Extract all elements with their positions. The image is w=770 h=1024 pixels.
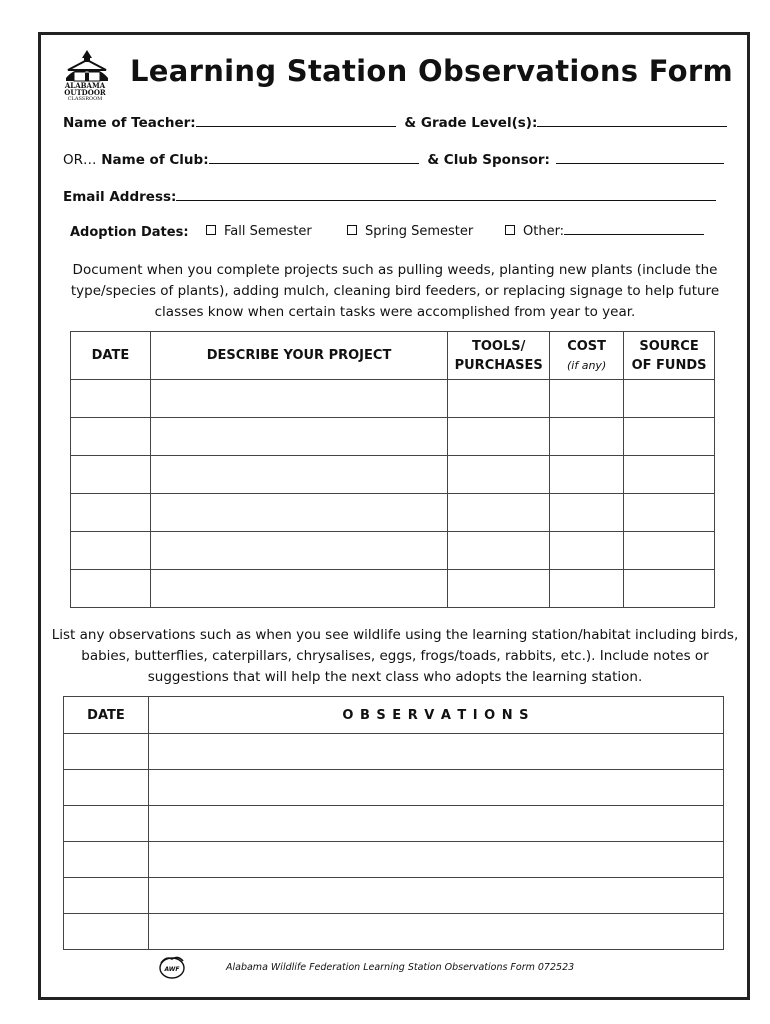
table-row (71, 570, 715, 608)
table-cell[interactable] (550, 532, 624, 570)
table-cell[interactable] (150, 380, 447, 418)
grade-blank[interactable] (537, 114, 727, 127)
logo-text: ALABAMA OUTDOOR CLASSROOM (64, 81, 106, 102)
teacher-blank[interactable] (196, 114, 396, 127)
sponsor-label: & Club Sponsor: (427, 152, 550, 168)
or-prefix: OR… (63, 152, 97, 168)
table-cell[interactable] (148, 734, 723, 770)
table-cell[interactable] (624, 418, 715, 456)
observations-table (63, 696, 724, 950)
table-row (71, 494, 715, 532)
grade-label: & Grade Level(s): (404, 115, 538, 131)
observations-instructions: List any observations such as when you see wildlife using the learning station/habitat including birds, babies, butterflies, caterpillars, chrysalises, eggs, frogs/toads, rabbits, etc.). Include notes or suggestions that will help the next class who adopts the learning station. (51, 627, 739, 685)
footer-text: Alabama Wildlife Federation Learning Station Observations Form 072523 (226, 962, 575, 973)
projects-instructions: Document when you complete projects such as pulling weeds, planting new plants (include the type/species of plants), adding mulch, cleaning bird feeders, or replacing signage to help future classes know when certain tasks were accomplished from year to year. (70, 262, 720, 320)
email-blank[interactable] (176, 188, 716, 201)
club-blank[interactable] (209, 151, 419, 164)
table-row (64, 770, 724, 806)
table-row (64, 734, 724, 770)
table-cell[interactable] (148, 878, 723, 914)
date-header: DATE (71, 332, 151, 380)
table-cell[interactable] (71, 532, 151, 570)
table-cell[interactable] (448, 456, 550, 494)
table-cell[interactable] (64, 770, 149, 806)
table-row (64, 806, 724, 842)
table-cell[interactable] (550, 570, 624, 608)
table-cell[interactable] (148, 770, 723, 806)
obs-date-header: DATE (64, 697, 149, 734)
describe-header: DESCRIBE YOUR PROJECT (150, 332, 447, 380)
table-row (64, 878, 724, 914)
email-field[interactable] (63, 188, 716, 205)
checkbox-icon[interactable] (206, 225, 216, 235)
table-cell[interactable] (71, 494, 151, 532)
table-cell[interactable] (150, 456, 447, 494)
table-cell[interactable] (150, 532, 447, 570)
table-cell[interactable] (448, 418, 550, 456)
observations-header: O B S E R V A T I O N S (148, 697, 723, 734)
table-cell[interactable] (71, 570, 151, 608)
teacher-field[interactable] (63, 114, 727, 131)
table-cell[interactable] (71, 418, 151, 456)
table-row (71, 532, 715, 570)
table-row (64, 914, 724, 950)
table-cell[interactable] (624, 456, 715, 494)
spring-semester-option[interactable]: Spring Semester (347, 224, 473, 239)
other-option[interactable]: Other: (505, 224, 704, 239)
table-cell[interactable] (150, 494, 447, 532)
projects-header-row (71, 332, 715, 380)
page-title: Learning Station Observations Form (130, 54, 734, 88)
checkbox-icon[interactable] (347, 225, 357, 235)
source-header: SOURCE OF FUNDS (624, 332, 715, 380)
fall-semester-option[interactable]: Fall Semester (206, 224, 312, 239)
table-cell[interactable] (71, 456, 151, 494)
projects-table (70, 331, 715, 608)
table-cell[interactable] (448, 380, 550, 418)
table-cell[interactable] (150, 418, 447, 456)
table-cell[interactable] (64, 842, 149, 878)
table-row (71, 456, 715, 494)
table-row (71, 380, 715, 418)
teacher-label: Name of Teacher: (63, 115, 196, 131)
table-cell[interactable] (550, 456, 624, 494)
table-cell[interactable] (64, 734, 149, 770)
table-cell[interactable] (148, 914, 723, 950)
club-field[interactable] (63, 151, 724, 168)
tools-header: TOOLS/ PURCHASES (448, 332, 550, 380)
table-cell[interactable] (624, 380, 715, 418)
table-cell[interactable] (64, 878, 149, 914)
table-cell[interactable] (64, 806, 149, 842)
table-cell[interactable] (448, 570, 550, 608)
table-cell[interactable] (71, 380, 151, 418)
observations-header-row (64, 697, 724, 734)
checkbox-icon[interactable] (505, 225, 515, 235)
table-cell[interactable] (550, 380, 624, 418)
svg-text:AWF: AWF (164, 966, 180, 973)
table-cell[interactable] (448, 532, 550, 570)
other-blank[interactable] (564, 224, 704, 235)
club-label: Name of Club: (101, 152, 209, 168)
sponsor-blank[interactable] (556, 151, 724, 164)
cost-header: COST (if any) (550, 332, 624, 380)
table-row (64, 842, 724, 878)
adoption-label: Adoption Dates: (70, 225, 189, 240)
table-cell[interactable] (64, 914, 149, 950)
table-cell[interactable] (550, 494, 624, 532)
table-cell[interactable] (624, 532, 715, 570)
table-cell[interactable] (148, 806, 723, 842)
table-cell[interactable] (448, 494, 550, 532)
table-row (71, 418, 715, 456)
email-label: Email Address: (63, 189, 177, 205)
table-cell[interactable] (148, 842, 723, 878)
table-cell[interactable] (150, 570, 447, 608)
table-cell[interactable] (550, 418, 624, 456)
table-cell[interactable] (624, 494, 715, 532)
adoption-dates (70, 225, 189, 240)
table-cell[interactable] (624, 570, 715, 608)
awf-logo-icon (158, 954, 186, 980)
